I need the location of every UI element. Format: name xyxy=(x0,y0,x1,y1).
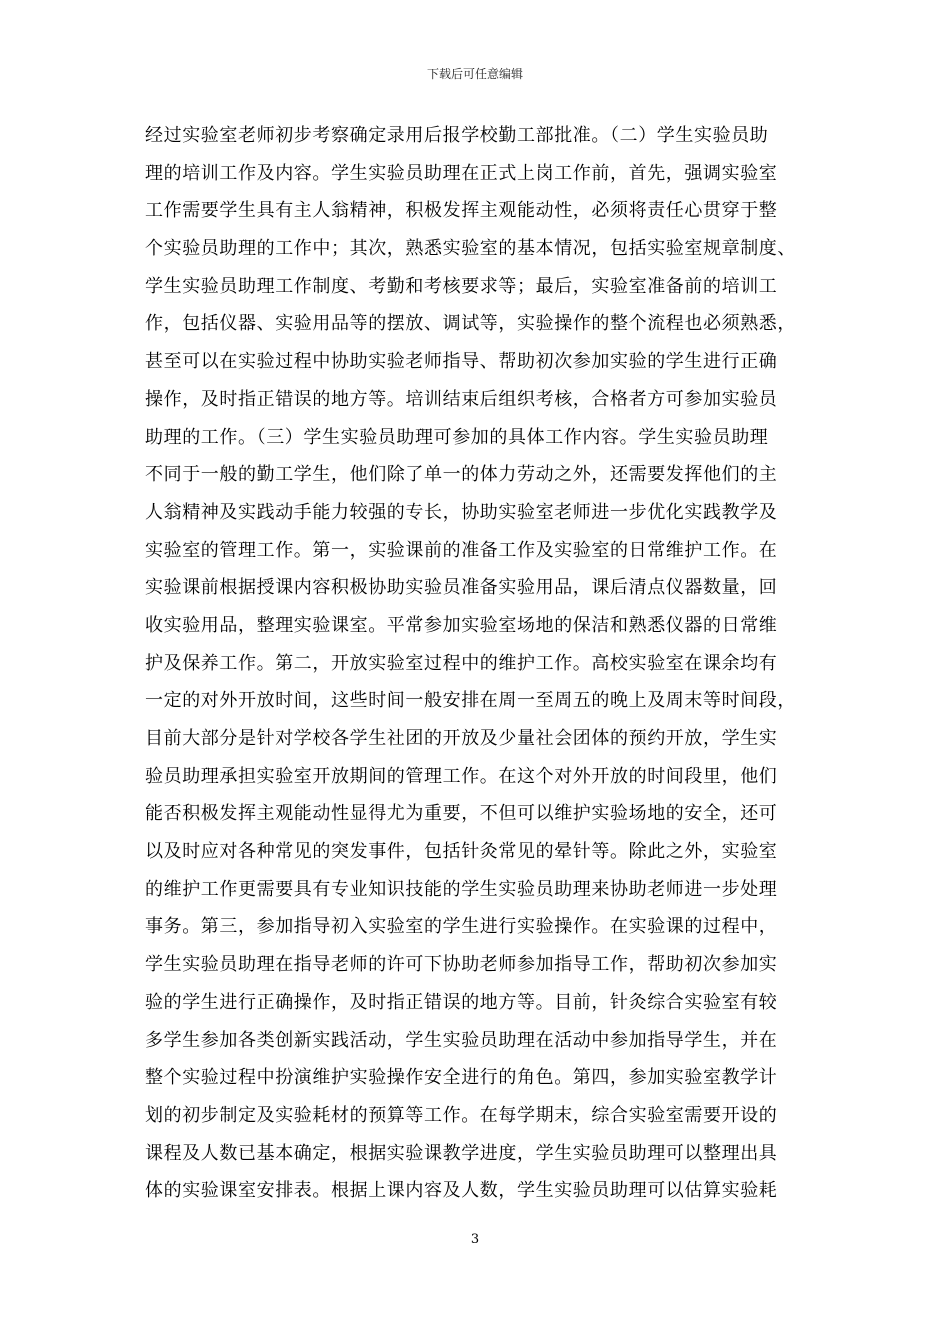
text-line: 多学生参加各类创新实践活动，学生实验员助理在活动中参加指导学生，并在 xyxy=(145,1029,778,1051)
text-line: 以及时应对各种常见的突发事件，包括针灸常见的晕针等。除此之外，实验室 xyxy=(145,841,778,863)
text-line: 工作需要学生具有主人翁精神，积极发挥主观能动性，必须将责任心贯穿于整 xyxy=(145,200,778,222)
text-line: 实验室的管理工作。第一，实验课前的准备工作及实验室的日常维护工作。在 xyxy=(145,539,778,561)
text-line: 划的初步制定及实验耗材的预算等工作。在每学期末，综合实验室需要开设的 xyxy=(145,1104,778,1126)
text-line: 整个实验过程中扮演维护实验操作安全进行的角色。第四，参加实验室教学计 xyxy=(145,1067,778,1089)
text-line: 作，包括仪器、实验用品等的摆放、调试等，实验操作的整个流程也必须熟悉， xyxy=(145,313,796,335)
text-line: 学生实验员助理工作制度、考勤和考核要求等；最后，实验室准备前的培训工 xyxy=(145,275,778,297)
text-line: 能否积极发挥主观能动性显得尤为重要，不但可以维护实验场地的安全，还可 xyxy=(145,803,778,825)
text-line: 操作，及时指正错误的地方等。培训结束后组织考核，合格者方可参加实验员 xyxy=(145,388,778,410)
text-line: 护及保养工作。第二，开放实验室过程中的维护工作。高校实验室在课余均有 xyxy=(145,652,778,674)
text-line: 课程及人数已基本确定，根据实验课教学进度，学生实验员助理可以整理出具 xyxy=(145,1142,778,1164)
text-line: 实验课前根据授课内容积极协助实验员准备实验用品，课后清点仪器数量，回 xyxy=(145,577,778,599)
page-header: 下载后可任意编辑 xyxy=(426,67,523,81)
text-line: 验的学生进行正确操作，及时指正错误的地方等。目前，针灸综合实验室有较 xyxy=(145,991,778,1013)
text-line: 经过实验室老师初步考察确定录用后报学校勤工部批准。（二）学生实验员助 xyxy=(145,125,769,146)
body-text xyxy=(145,117,825,1210)
text-line: 理的培训工作及内容。学生实验员助理在正式上岗工作前，首先，强调实验室 xyxy=(145,162,778,184)
text-line: 助理的工作。（三）学生实验员助理可参加的具体工作内容。学生实验员助理 xyxy=(145,426,769,448)
text-line: 学生实验员助理在指导老师的许可下协助老师参加指导工作，帮助初次参加实 xyxy=(145,954,778,976)
text-line: 收实验用品，整理实验课室。平常参加实验室场地的保洁和熟悉仪器的日常维 xyxy=(145,614,778,636)
text-line: 不同于一般的勤工学生，他们除了单一的体力劳动之外，还需要发挥他们的主 xyxy=(145,464,778,486)
text-line: 个实验员助理的工作中；其次，熟悉实验室的基本情况，包括实验室规章制度、 xyxy=(145,238,796,260)
text-line: 验员助理承担实验室开放期间的管理工作。在这个对外开放的时间段里，他们 xyxy=(145,765,778,787)
page-number: 3 xyxy=(470,1232,480,1247)
text-line: 目前大部分是针对学校各学生社团的开放及少量社会团体的预约开放，学生实 xyxy=(145,728,778,749)
text-line: 一定的对外开放时间，这些时间一般安排在周一至周五的晚上及周末等时间段， xyxy=(145,690,796,712)
text-line: 人翁精神及实践动手能力较强的专长，协助实验室老师进一步优化实践教学及 xyxy=(145,501,778,523)
text-line: 的维护工作更需要具有专业知识技能的学生实验员助理来协助老师进一步处理 xyxy=(145,878,778,900)
text-line: 甚至可以在实验过程中协助实验老师指导、帮助初次参加实验的学生进行正确 xyxy=(145,351,778,373)
text-line: 体的实验课室安排表。根据上课内容及人数，学生实验员助理可以估算实验耗 xyxy=(145,1180,778,1202)
text-line: 事务。第三，参加指导初入实验室的学生进行实验操作。在实验课的过程中， xyxy=(145,916,778,938)
